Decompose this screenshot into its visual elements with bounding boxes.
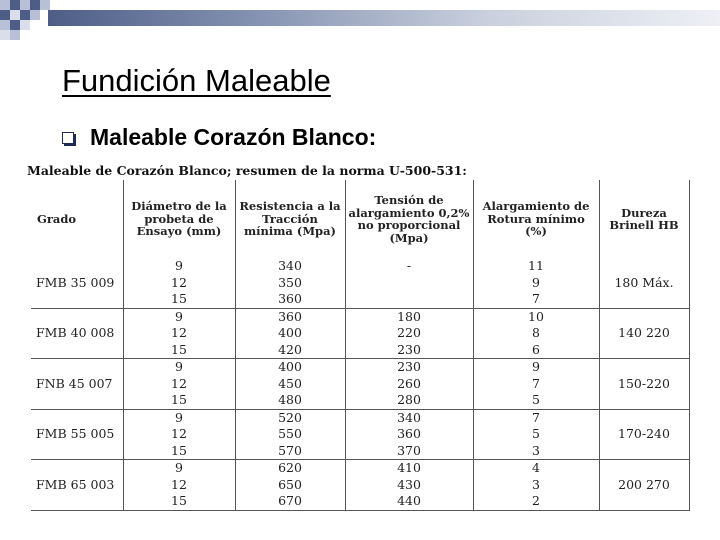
bullet-item xyxy=(62,124,376,151)
tension-value: 230 xyxy=(397,341,421,357)
alargamiento-value: 3 xyxy=(532,442,540,458)
alargamiento-value: 10 xyxy=(528,308,544,324)
tension-cell xyxy=(345,359,473,410)
resistencia-value: 340 xyxy=(278,258,302,273)
diametro-value: 15 xyxy=(171,291,187,306)
alargamiento-value: 6 xyxy=(532,341,540,357)
alargamiento-value: 7 xyxy=(532,375,540,391)
resistencia-cell xyxy=(235,258,345,308)
dureza-cell: 170-240 xyxy=(599,409,689,460)
resistencia-value: 650 xyxy=(278,476,302,492)
tension-value: 340 xyxy=(397,409,421,425)
diametro-value: 12 xyxy=(171,375,187,391)
alargamiento-value: 7 xyxy=(532,409,540,425)
diametro-cell xyxy=(123,308,235,359)
dureza-cell: 150-220 xyxy=(599,359,689,410)
alargamiento-value: 3 xyxy=(532,476,540,492)
tension-value: 440 xyxy=(397,493,421,508)
resistencia-value: 520 xyxy=(278,409,302,425)
resistencia-cell xyxy=(235,359,345,410)
diametro-cell xyxy=(123,258,235,308)
resistencia-value: 480 xyxy=(278,392,302,407)
norm-table xyxy=(31,180,690,511)
dureza-cell: 180 Máx. xyxy=(599,258,689,308)
header-gradient-band xyxy=(48,10,720,26)
grado-cell: FNB 45 007 xyxy=(31,359,123,410)
alargamiento-value: 5 xyxy=(532,392,540,407)
alargamiento-cell xyxy=(473,359,599,410)
diametro-value: 9 xyxy=(175,308,183,324)
tension-value: 220 xyxy=(397,325,421,340)
diametro-value: 12 xyxy=(171,325,187,340)
resistencia-value: 350 xyxy=(278,274,302,290)
resistencia-value: 360 xyxy=(278,291,302,306)
square-bullet-icon xyxy=(62,132,74,144)
dureza-cell: 140 220 xyxy=(599,308,689,359)
tension-value: 280 xyxy=(397,392,421,407)
tension-value: - xyxy=(406,258,412,273)
alargamiento-value: 5 xyxy=(532,426,540,441)
header-resistencia: Resistencia a la Tracción mínima (Mpa) xyxy=(235,180,345,258)
tension-value xyxy=(346,291,473,308)
resistencia-value: 450 xyxy=(278,375,302,391)
header-diametro: Diámetro de la probeta de Ensayo (mm) xyxy=(123,180,235,258)
tension-value: 430 xyxy=(397,476,421,492)
table-row xyxy=(31,409,689,460)
tension-value: 370 xyxy=(397,442,421,458)
diametro-value: 12 xyxy=(171,274,187,290)
diametro-cell xyxy=(123,409,235,460)
resistencia-value: 420 xyxy=(278,341,302,357)
grado-cell: FMB 40 008 xyxy=(31,308,123,359)
table-row xyxy=(31,258,689,308)
diametro-cell xyxy=(123,460,235,511)
alargamiento-value: 2 xyxy=(532,493,540,508)
resistencia-value: 360 xyxy=(278,308,302,324)
resistencia-value: 400 xyxy=(278,325,302,340)
header-dureza: Dureza Brinell HB xyxy=(599,180,689,258)
grado-cell: FMB 55 005 xyxy=(31,409,123,460)
alargamiento-cell xyxy=(473,308,599,359)
resistencia-value: 570 xyxy=(278,442,302,458)
tension-value: 360 xyxy=(397,426,421,441)
tension-cell xyxy=(345,308,473,359)
alargamiento-cell xyxy=(473,258,599,308)
diametro-value: 12 xyxy=(171,426,187,441)
resistencia-cell xyxy=(235,409,345,460)
diametro-value: 9 xyxy=(175,460,183,475)
header-tension: Tensión de alargamiento 0,2% no proporcional (Mpa) xyxy=(345,180,473,258)
alargamiento-value: 9 xyxy=(532,359,540,374)
diametro-value: 15 xyxy=(171,341,187,357)
slide-title: Fundición Maleable xyxy=(62,63,331,98)
tension-value: 410 xyxy=(397,460,421,475)
resistencia-value: 550 xyxy=(278,426,302,441)
resistencia-value: 620 xyxy=(278,460,302,475)
alargamiento-value: 8 xyxy=(532,325,540,340)
diametro-value: 15 xyxy=(171,493,187,508)
alargamiento-cell xyxy=(473,409,599,460)
resistencia-cell xyxy=(235,308,345,359)
diametro-value: 15 xyxy=(171,392,187,407)
table-caption: Maleable de Corazón Blanco; resumen de la norma U-500-531: xyxy=(27,163,467,178)
header-grado: Grado xyxy=(31,180,123,258)
diametro-cell xyxy=(123,359,235,410)
resistencia-cell xyxy=(235,460,345,511)
table-header-row xyxy=(31,180,689,258)
grado-cell: FMB 65 003 xyxy=(31,460,123,511)
diametro-value: 12 xyxy=(171,476,187,492)
resistencia-value: 670 xyxy=(278,493,302,508)
tension-value: 180 xyxy=(397,308,421,324)
table-row xyxy=(31,308,689,359)
tension-cell xyxy=(345,460,473,511)
bullet-text: Maleable Corazón Blanco: xyxy=(90,124,377,150)
table-row xyxy=(31,460,689,511)
diametro-value: 15 xyxy=(171,442,187,458)
diametro-value: 9 xyxy=(175,409,183,425)
dureza-cell: 200 270 xyxy=(599,460,689,511)
tension-value: 230 xyxy=(397,359,421,374)
tension-value xyxy=(346,275,473,292)
table-row xyxy=(31,359,689,410)
header-alargamiento: Alargamiento de Rotura mínimo (%) xyxy=(473,180,599,258)
tension-value: 260 xyxy=(397,375,421,391)
alargamiento-value: 4 xyxy=(532,460,540,475)
alargamiento-value: 7 xyxy=(532,291,540,306)
resistencia-value: 400 xyxy=(278,359,302,374)
grado-cell: FMB 35 009 xyxy=(31,258,123,308)
tension-cell xyxy=(345,258,473,308)
alargamiento-value: 11 xyxy=(528,258,544,273)
tension-cell xyxy=(345,409,473,460)
diametro-value: 9 xyxy=(175,359,183,374)
alargamiento-cell xyxy=(473,460,599,511)
alargamiento-value: 9 xyxy=(532,274,540,290)
diametro-value: 9 xyxy=(175,258,183,273)
